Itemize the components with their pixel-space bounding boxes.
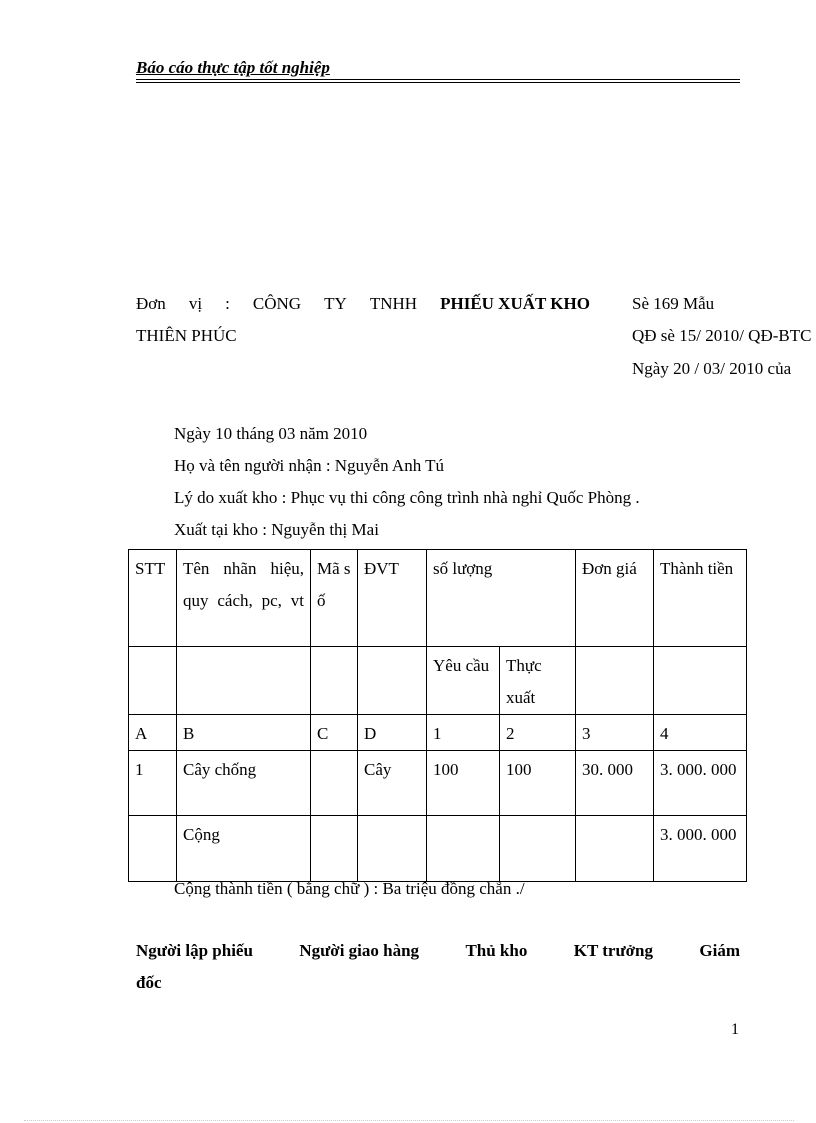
table-header-row (129, 550, 747, 647)
header-code: Mã số (311, 550, 358, 647)
code-cell: A (129, 715, 177, 751)
unit-label-2: vị (188, 294, 203, 313)
table-subheader-row (129, 647, 747, 715)
empty-cell (500, 816, 576, 882)
issue-reason: Lý do xuất kho : Phục vụ thi công công trình nhà nghỉ Quốc Phòng . (174, 488, 640, 507)
header-qty-requested: Yêu cầu (427, 647, 500, 715)
page-bottom-rule (24, 1120, 794, 1121)
code-cell: C (311, 715, 358, 751)
row-name: Cây chống (177, 751, 311, 816)
header-unit: ĐVT (358, 550, 427, 647)
table-code-row (129, 715, 747, 751)
signature-keeper: Thủ kho (465, 941, 528, 960)
signature-chief-accountant: KT trưởng (573, 941, 654, 960)
code-cell: 2 (500, 715, 576, 751)
header-stt: STT (129, 550, 177, 647)
table-total-row (129, 816, 747, 882)
row-qty-actual: 100 (500, 751, 576, 816)
signature-director: Giám (699, 941, 740, 960)
header-name: Tên nhãn hiệu, quy cách, pc, vt (177, 550, 311, 647)
empty-cell (576, 816, 654, 882)
code-cell: 4 (654, 715, 747, 751)
report-header-title: Báo cáo thực tập tốt nghiệp (136, 58, 330, 77)
empty-cell (129, 816, 177, 882)
row-stt: 1 (129, 751, 177, 816)
total-amount: 3. 000. 000 (654, 816, 747, 882)
empty-cell (177, 647, 311, 715)
empty-cell (358, 647, 427, 715)
header-rule-top (136, 79, 740, 80)
form-title: PHIẾU XUẤT KHO (440, 294, 590, 313)
company-word-3: TNHH (369, 294, 418, 313)
signature-preparer: Người lập phiếu (136, 941, 253, 960)
empty-cell (576, 647, 654, 715)
row-qty-requested: 100 (427, 751, 500, 816)
header-price: Đơn giá (576, 550, 654, 647)
row-price: 30. 000 (576, 751, 654, 816)
warehouse-line: Xuất tại kho : Nguyễn thị Mai (174, 520, 379, 539)
code-cell: B (177, 715, 311, 751)
form-ref-line1: Sè 169 Mẫu (632, 294, 715, 313)
row-unit: Cây (358, 751, 427, 816)
code-cell: 1 (427, 715, 500, 751)
company-word-1: CÔNG (252, 294, 302, 313)
signature-director-cont: đốc (136, 973, 162, 992)
header-quantity: số lượng (427, 550, 576, 647)
header-rule-bottom (136, 82, 740, 83)
form-ref-line3: Ngày 20 / 03/ 2010 của (632, 359, 792, 378)
row-amount: 3. 000. 000 (654, 751, 747, 816)
table-row (129, 751, 747, 816)
signature-row (136, 941, 740, 961)
empty-cell (129, 647, 177, 715)
empty-cell (311, 647, 358, 715)
empty-cell (654, 647, 747, 715)
empty-cell (358, 816, 427, 882)
total-in-words: Cộng thành tiền ( bằng chữ ) : Ba triệu đồng chẵn ./ (174, 879, 525, 898)
company-name-line2: THIÊN PHÚC (136, 326, 237, 345)
code-cell: 3 (576, 715, 654, 751)
header-qty-actual: Thực xuất (500, 647, 576, 715)
empty-cell (427, 816, 500, 882)
goods-issue-table (128, 549, 747, 882)
header-amount: Thành tiền (654, 550, 747, 647)
unit-colon: : (225, 294, 230, 313)
unit-line (136, 294, 590, 314)
issue-date: Ngày 10 tháng 03 năm 2010 (174, 424, 368, 443)
receiver-name: Họ và tên người nhận : Nguyễn Anh Tú (174, 456, 445, 475)
signature-deliverer: Người giao hàng (299, 941, 420, 960)
code-cell: D (358, 715, 427, 751)
row-code (311, 751, 358, 816)
form-ref-line2: QĐ sè 15/ 2010/ QĐ-BTC (632, 326, 812, 345)
total-label: Cộng (177, 816, 311, 882)
company-word-2: TY (324, 294, 347, 313)
unit-label: Đơn (136, 294, 166, 313)
page-number: 1 (731, 1021, 739, 1038)
empty-cell (311, 816, 358, 882)
